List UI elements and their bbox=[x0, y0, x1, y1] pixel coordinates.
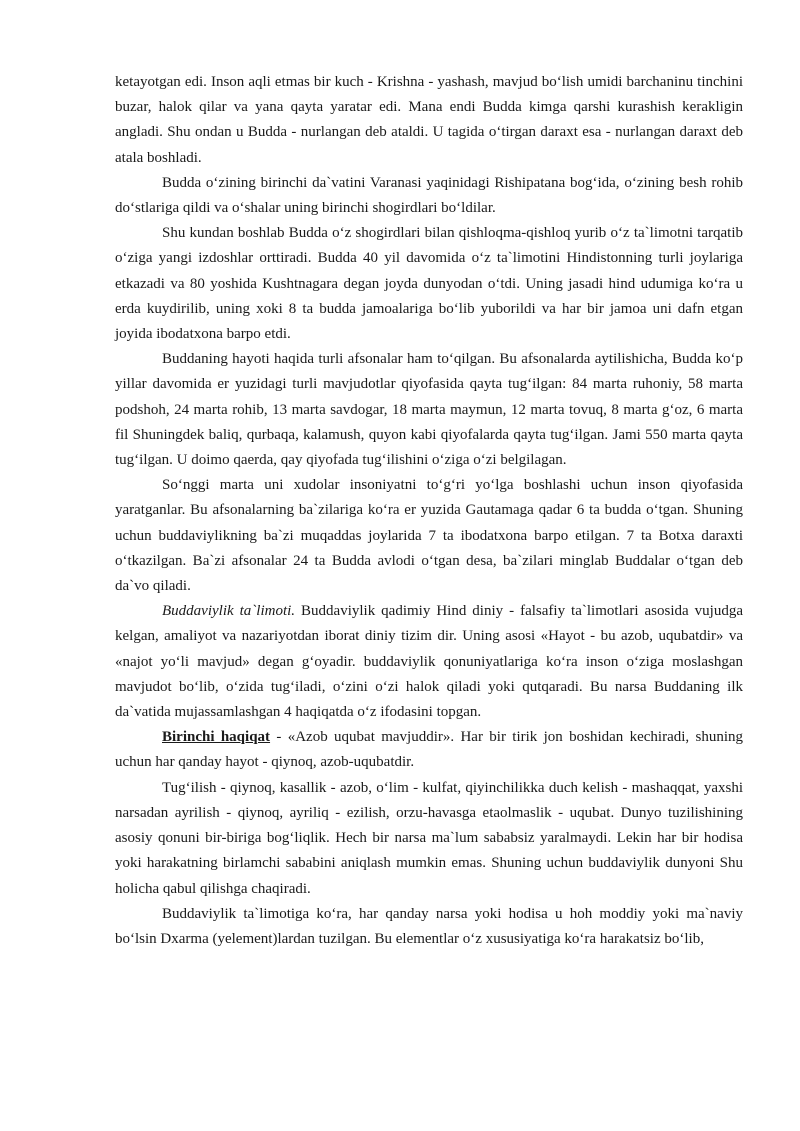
paragraph-6-body: Buddaviylik qadimiy Hind diniy - falsafiy ta`limotlari asosida vujudga kelgan, amaliyot va nazariyotdan iborat diniy tizim dir. Uning asosi «Hayot - bu azob, uqubatdir» va «najot yo‘li mavjud» degan g‘oyadir. buddaviylik qonuniyatlariga ko‘ra inson o‘ziga moslashgan mavjudot bo‘lib, o‘zida tug‘iladi, o‘zini o‘zi halok qiladi yoki qutqaradi. Bu narsa Buddaning ilk da`vatida mujassamlashgan 4 haqiqatda o‘z ifodasini topgan. bbox=[115, 603, 743, 721]
document-page bbox=[115, 70, 743, 952]
paragraph-5: So‘nggi marta uni xudolar insoniyatni to‘g‘ri yo‘lga boshlashi uchun inson qiyofasida yaratganlar. Bu afsonalarning ba`zilariga ko‘ra er yuzida Gautamaga qadar 6 ta budda o‘tgan. Shuning uchun buddaviylikning ba`zi muqaddas joylarida 7 ta ibodatxona barpo etilgan. 7 ta Botxa daraxti o‘tkazilgan. Ba`zi afsonalar 24 ta Budda avlodi o‘tgan desa, ba`zilari minglab Buddalar o‘tgan deb da`vo qiladi. bbox=[115, 477, 743, 595]
paragraph-9: Buddaviylik ta`limotiga ko‘ra, har qanday narsa yoki hodisa u hoh moddiy yoki ma`naviy bo‘lsin Dxarma (yelement)lardan tuzilgan. Bu elementlar o‘z xususiyatiga ko‘ra harakatsiz bo‘lib, bbox=[115, 905, 743, 947]
paragraph-7-body: - «Azob uqubat mavjuddir». Har bir tirik jon boshidan kechiradi, shuning uchun har qanday hayot - qiynoq, azob-uqubatdir. bbox=[115, 729, 744, 771]
section-heading-italic: Buddaviylik ta`limoti. bbox=[162, 603, 296, 620]
paragraph-1: ketayotgan edi. Inson aqli etmas bir kuch - Krishna - yashash, mavjud bo‘lish umidi barchaninu tinchini buzar, halok qilar va yana qayta yaratar edi. Mana endi Budda kimga qarshi kurashish kerakligin angladi. Shu ondan u Budda - nurlangan deb ataldi. U tagida o‘tirgan daraxt esa - nurlangan daraxt deb atala boshladi. bbox=[115, 74, 743, 166]
paragraph-8: Tug‘ilish - qiynoq, kasallik - azob, o‘lim - kulfat, qiyinchilikka duch kelish - mashaqqat, yaxshi narsadan ayrilish - qiynoq, ayriliq - ezilish, orzu-havasga etaolmaslik - uqubat. Dunyo tuzilishining asosiy qonuni bir-biriga bog‘liqlik. Hech bir narsa ma`lum sababsiz yaralmaydi. Lekin har bir hodisa yoki harakatning birlamchi sababini aniqlash mumkin emas. Shuning uchun buddaviylik dunyoni Shu holicha qabul qilishga chaqiradi. bbox=[115, 779, 743, 897]
first-truth-heading: Birinchi haqiqat bbox=[162, 729, 271, 746]
paragraph-6 bbox=[115, 599, 743, 725]
paragraph-2: Budda o‘zining birinchi da`vatini Varanasi yaqinidagi Rishipatana bog‘ida, o‘zining besh rohib do‘stlariga qildi va o‘shalar uning birinchi shogirdlari bo‘ldilar. bbox=[115, 174, 743, 217]
paragraph-3: Shu kundan boshlab Budda o‘z shogirdlari bilan qishloqma-qishloq yurib o‘z ta`limotni tarqatib o‘ziga yangi izdoshlar orttiradi. Budda 40 yil davomida o‘z ta`limotini Hindistonning turli joylariga etkazadi va 80 yoshida Kushtnagara degan joyda dunyodan o‘tdi. Uning jasadi hind udumiga ko‘ra u erda kuydirilib, uning xoki 8 ta budda jamoalariga bo‘lib yuborildi va har bir jamoa uni dafn etgan joyida ibodatxona barpo etdi. bbox=[115, 225, 743, 343]
paragraph-4: Buddaning hayoti haqida turli afsonalar ham to‘qilgan. Bu afsonalarda aytilishicha, Budda ko‘p yillar davomida er yuzidagi turli mavjudotlar qiyofasida qayta tug‘ilgan: 84 marta ruhoniy, 58 marta podshoh, 24 marta rohib, 13 marta savdogar, 18 marta maymun, 12 marta tovuq, 8 marta g‘oz, 6 marta fil Shuningdek baliq, qurbaqa, kalamush, quyon kabi qiyofalarda qayta tug‘ilgan. Jami 550 marta qayta tug‘ilgan. U doimo qaerda, qay qiyofada tug‘ilishini o‘ziga o‘zi belgilagan. bbox=[115, 351, 743, 469]
paragraph-7 bbox=[115, 725, 743, 775]
